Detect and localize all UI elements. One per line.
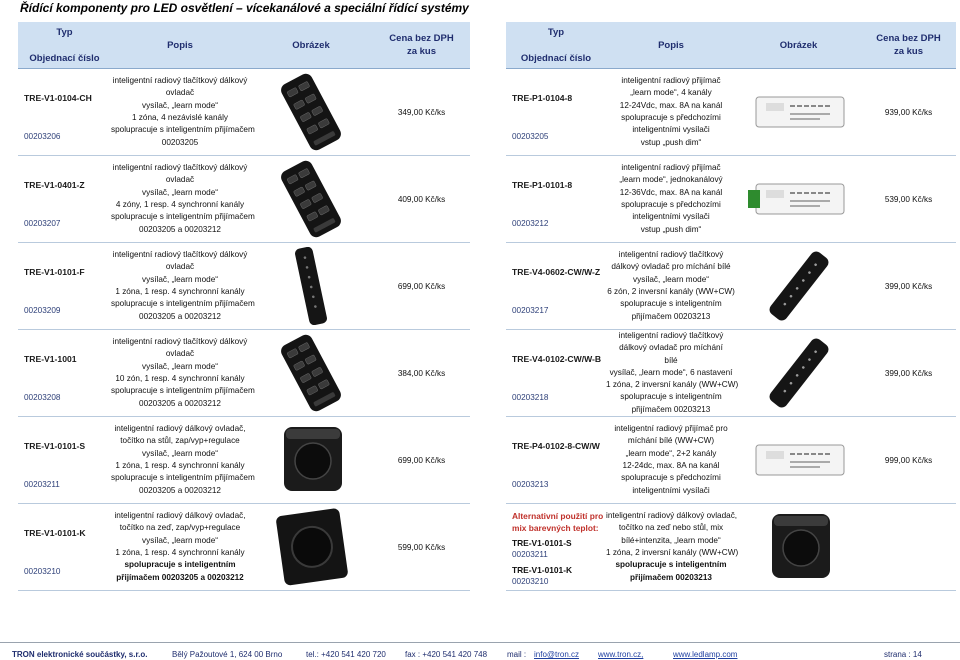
description-line: inteligentní radiový tlačítkový dálkový [112,76,248,86]
footer-tel: tel.: +420 541 420 720 [306,650,386,659]
description-line: vysílač, „learn mode“ [142,187,218,197]
product-row [506,243,956,330]
description-line: míchání bílé (WW+CW) [627,436,715,446]
description-line: vysílač, „learn mode“ [142,100,218,110]
order-number: 00203213 [512,480,549,490]
product-code-cell [506,504,606,591]
right-product-table [506,22,956,591]
order-number: 00203217 [512,306,549,315]
remote-control-image [256,334,366,412]
description-line: spolupracuje s inteligentním přijímačem [111,473,255,483]
header-type: Typ Objednací číslo [18,22,111,69]
description-line: přijímačem 00203213 [631,311,711,321]
product-description [606,243,736,330]
description-line: inteligentní radiový tlačítkový dálkový [112,163,248,173]
order-number: 00203208 [24,393,61,402]
description-line: točítko na zeď, zap/vyp+regulace [119,523,241,533]
product-row [18,330,470,417]
description-line: 1 zóna, 1 resp. 4 synchronní kanály [115,461,245,470]
slim-remote-image [256,247,366,325]
description-line: 1 zóna, 4 nezávislé kanály [131,113,229,122]
color-temp-remote-image [744,334,854,412]
footer-mail-label: mail : [507,650,527,659]
product-price: 384,00 Kč/ks [373,330,470,417]
alternative-usage-block [512,510,603,588]
header-image: Obrázek [249,22,373,69]
footer-divider [0,642,960,643]
product-code-cell [18,417,111,504]
product-code: TRE-V1-0101-F [24,267,85,277]
description-line: 4 zóny, 1 resp. 4 synchronní kanály [115,200,245,209]
product-row [506,330,956,417]
description-line: 10 zón, 1 resp. 4 synchronní kanály [115,374,245,383]
product-row [506,156,956,243]
description-line: ovladač [165,262,195,272]
footer-mail-link[interactable]: info@tron.cz [534,650,580,659]
description-line: inteligentní radiový dálkový ovladač, [606,511,738,521]
description-line-bold: spolupracuje s inteligentním [124,560,236,570]
header-image: Obrázek [736,22,861,69]
product-image-cell [736,69,861,156]
header-price: Cena bez DPH za kus [861,22,956,69]
product-image-cell [249,69,373,156]
right-header-row [506,22,956,69]
description-line: inteligentní radiový přijímač [621,163,721,173]
product-code: TRE-V1-0101-S [512,538,572,549]
description-line: 12-24dc, max. 8A na kanál [622,461,720,471]
product-description [111,504,249,591]
description-line: ovladač [165,175,195,185]
description-line: 12-24Vdc, max. 8A na kanál [619,100,723,110]
description-line: spolupracuje s inteligentním [620,392,722,402]
description-line: 00203205 a 00203212 [139,485,221,495]
description-line: inteligentní radiový dálkový ovladač, [114,511,246,521]
product-row [18,69,470,156]
receiver-module-image [744,160,854,238]
product-price [861,504,956,591]
product-row [18,243,470,330]
description-line: vysílač, „learn mode“ [142,535,218,545]
description-line: spolupracuje s inteligentním přijímačem [111,125,255,135]
product-image-cell [736,156,861,243]
product-image-cell [249,417,373,504]
description-line: inteligentní radiový tlačítkový dálkový [112,337,248,347]
product-row [506,417,956,504]
description-line: přijímačem 00203213 [631,404,711,414]
order-number: 00203211 [512,550,548,560]
product-code-cell [506,69,606,156]
description-line: točítko na stůl, zap/vyp+regulace [120,436,240,446]
description-line: 6 zón, 2 inversní kanály (WW+CW) [607,287,735,296]
description-line: spolupracuje s inteligentním přijímačem [111,299,255,309]
product-price: 539,00 Kč/ks [861,156,956,243]
product-price: 999,00 Kč/ks [861,417,956,504]
description-line: inteligentní radiový přijímač [621,76,721,86]
description-line-bold: spolupracuje s inteligentním [615,560,727,570]
description-line: vysílač, „learn mode“ [142,361,218,371]
alternative-usage-title: mix barevných teplot: [512,523,599,534]
description-line: spolupracuje s inteligentním přijímačem [111,386,255,396]
description-line: spolupracuje s předchozími [621,113,721,122]
product-description [111,243,255,330]
remote-control-image [256,73,366,151]
footer-address: Bělý Pažoutové 1, 624 00 Brno [172,650,283,659]
description-line: 1 zóna, 1 resp. 4 synchronní kanály [115,287,245,296]
order-number: 00203210 [24,567,61,576]
product-image-cell [736,417,861,504]
product-code: TRE-V1-0104-CH [24,93,92,103]
desk-dimmer-image [744,508,854,586]
product-image-cell [736,330,861,417]
product-code: TRE-P1-0101-8 [512,180,573,190]
desk-dimmer-image [256,421,366,499]
description-line: inteligentní radiový přijímač pro [614,424,728,434]
description-line: spolupracuje s inteligentním přijímačem [111,212,255,222]
product-row [506,504,956,591]
order-number: 00203211 [24,480,60,489]
description-line: vstup „push dim“ [640,224,702,234]
product-price: 349,00 Kč/ks [373,69,470,156]
description-line: 00203205 a 00203212 [139,224,221,234]
product-description [606,69,736,156]
description-line: ovladač [165,349,195,359]
description-line: 12-36Vdc, max. 8A na kanál [619,187,723,197]
description-line: 1 zóna, 2 inversní kanály (WW+CW) [606,380,739,390]
description-line: vysílač, „learn mode“ [633,274,709,284]
product-code-cell [18,156,111,243]
description-line: „learn mode“, jednokanálový [619,175,723,185]
description-line: 1 zóna, 1 resp. 4 synchronní kanály [115,548,245,557]
product-price: 939,00 Kč/ks [861,69,956,156]
product-image-cell [249,504,373,591]
receiver-module-image [744,421,854,499]
order-number: 00203218 [512,393,549,403]
order-number: 00203205 [512,132,549,141]
product-row [18,504,470,591]
page-title: Řídící komponenty pro LED osvětlení – vícekanálové a speciální řídící systémy [20,1,469,15]
product-code: TRE-P1-0104-8 [512,93,573,103]
product-description [111,69,255,156]
product-row [18,156,470,243]
product-code: TRE-V1-0101-K [24,528,86,538]
description-line: inteligentní radiový tlačítkový dálkový [112,250,248,260]
product-description [606,417,736,504]
description-line: 00203205 a 00203212 [139,398,221,408]
product-code-cell [18,243,111,330]
product-code: TRE-P4-0102-8-CW/W [512,441,600,452]
description-line: inteligentní radiový tlačítkový [618,331,724,340]
product-description [606,156,736,243]
order-number: 00203212 [512,219,549,228]
product-description [111,330,255,417]
product-row [18,417,470,504]
description-line-bold: přijímačem 00203205 a 00203212 [116,572,244,582]
header-type: Typ Objednací číslo [506,22,606,69]
footer-web-tron-link[interactable]: www.tron.cz, [598,650,644,659]
description-line: inteligentními vysílači [632,125,710,135]
product-price: 699,00 Kč/ks [373,417,470,504]
description-line: inteligentní radiový tlačítkový [618,250,724,260]
left-product-table [18,22,470,591]
order-number: 00203206 [24,132,61,141]
product-price: 699,00 Kč/ks [373,243,470,330]
product-price: 599,00 Kč/ks [373,504,470,591]
product-code-cell [18,330,111,417]
product-row [506,69,956,156]
header-description: Popis [111,22,249,69]
product-image-cell [249,330,373,417]
product-price: 399,00 Kč/ks [861,243,956,330]
product-code-cell [506,330,606,417]
product-code: TRE-V4-0602-CW/W-Z [512,267,601,277]
header-description: Popis [606,22,736,69]
description-line: bílé+intenzita, „learn mode“ [621,535,721,545]
alternative-usage-title: Alternativní použití pro [512,511,604,522]
description-line: bílé [664,355,678,365]
product-code: TRE-V1-0401-Z [24,180,85,190]
description-line: ovladač [165,88,195,98]
product-code-cell [506,243,606,330]
product-price: 399,00 Kč/ks [861,330,956,417]
product-code: TRE-V4-0102-CW/W-B [512,354,602,364]
description-line: dálkový ovladač pro míchání bílé [611,262,731,272]
product-code: TRE-V1-1001 [24,354,77,364]
footer-fax: fax : +420 541 420 748 [405,650,488,659]
order-number: 00203207 [24,219,61,228]
left-header-row [18,22,470,69]
product-code-cell [18,504,111,591]
product-code-cell [18,69,111,156]
footer-page-number: strana : 14 [884,650,922,659]
product-image-cell [249,156,373,243]
description-line: spolupracuje s předchozími [621,200,721,209]
product-description [606,330,739,417]
description-line: inteligentní radiový dálkový ovladač, [114,424,246,434]
order-number: 00203210 [512,577,549,587]
description-line: inteligentními vysílači [632,485,710,495]
description-line: vysílač, „learn mode“ [142,274,218,284]
description-line: „learn mode“, 2+2 kanály [625,448,717,458]
product-code-cell [506,156,606,243]
description-line: 1 zóna, 2 inversní kanály (WW+CW) [606,548,739,558]
description-line: vstup „push dim“ [640,137,702,147]
description-line: vysílač, „learn mode“ [142,448,218,458]
product-image-cell [736,504,861,591]
description-line: točítko na zeď nebo stůl, mix [618,523,724,533]
wall-dimmer-image [256,508,366,586]
footer-web-ledlamp-link[interactable]: www.ledlamp.com [673,650,738,659]
product-description [111,417,255,504]
description-line: spolupracuje s předchozími [621,473,721,483]
product-description [606,504,739,591]
header-price: Cena bez DPH za kus [373,22,470,69]
product-description [111,156,255,243]
description-line: 00203205 [161,137,199,147]
product-image-cell [249,243,373,330]
description-line-bold: přijímačem 00203213 [630,572,712,582]
receiver-module-image [744,73,854,151]
product-code: TRE-V1-0101-K [512,565,573,576]
color-temp-remote-image [744,247,854,325]
description-line: „learn mode“, 4 kanály [630,88,712,98]
footer-company: TRON elektronické součástky, s.r.o. [12,650,148,659]
description-line: 00203205 a 00203212 [139,311,221,321]
description-line: vysílač, „learn mode“, 6 nastavení [609,367,733,377]
order-number: 00203209 [24,306,61,315]
product-price: 409,00 Kč/ks [373,156,470,243]
remote-control-image [256,160,366,238]
product-code: TRE-V1-0101-S [24,441,86,451]
description-line: inteligentními vysílači [632,212,710,222]
product-image-cell [736,243,861,330]
description-line: spolupracuje s inteligentním [620,299,722,309]
product-code-cell [506,417,606,504]
description-line: dálkový ovladač pro míchání [619,343,723,353]
